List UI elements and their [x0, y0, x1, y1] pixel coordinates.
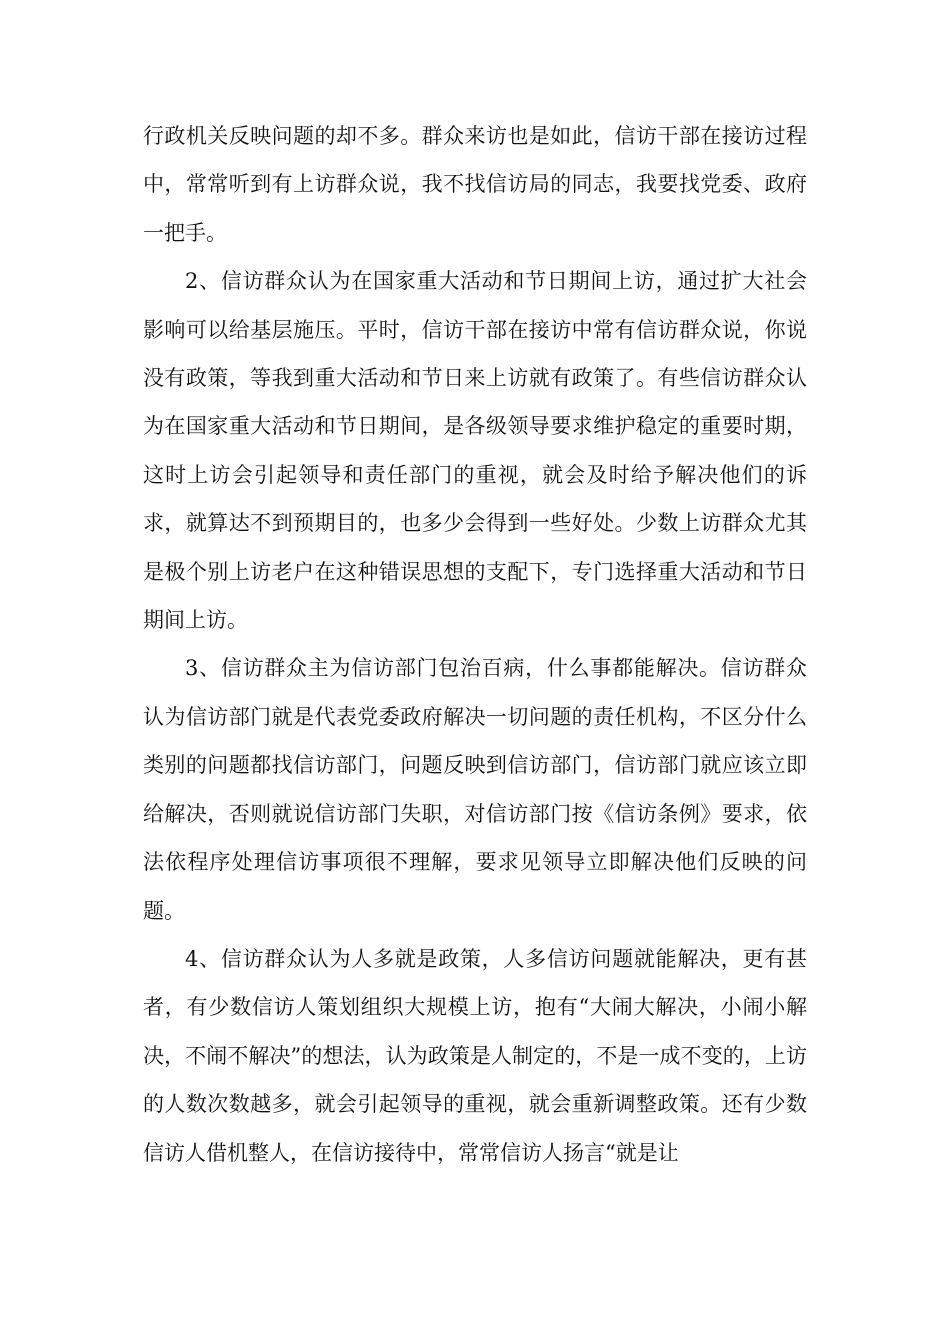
paragraph-item-4: 4、信访群众认为人多就是政策，人多信访问题就能解决，更有甚者，有少数信访人策划组织大规模上访，抱有“大闹大解决，小闹小解决，不闹不解决”的想法，认为政策是人制定的，不是一成不变的，上访的人数次数越多，就会引起领导的重视，就会重新调整政策。还有少数信访人借机整人，在信访接待中，常常信访人扬言“就是让	[143, 946, 807, 1165]
document-body	[143, 112, 807, 1177]
paragraph-item-2: 2、信访群众认为在国家重大活动和节日期间上访，通过扩大社会影响可以给基层施压。平时，信访干部在接访中常有信访群众说，你说没有政策，等我到重大活动和节日来上访就有政策了。有些信访群众认为在国家重大活动和节日期间，是各级领导要求维护稳定的重要时期，这时上访会引起领导和责任部门的重视，就会及时给予解决他们的诉求，就算达不到预期目的，也多少会得到一些好处。少数上访群众尤其是极个别上访老户在这种错误思想的支配下，专门选择重大活动和节日期间上访。	[143, 269, 807, 633]
paragraph-continued: 行政机关反映问题的却不多。群众来访也是如此，信访干部在接访过程中，常常听到有上访群众说，我不找信访局的同志，我要找党委、政府一把手。	[143, 124, 807, 245]
paragraph-item-3: 3、信访群众主为信访部门包治百病，什么事都能解决。信访群众认为信访部门就是代表党委政府解决一切问题的责任机构，不区分什么类别的问题都找信访部门，问题反映到信访部门，信访部门就应该立即给解决，否则就说信访部门失职，对信访部门按《信访条例》要求，依法依程序处理信访事项很不理解，要求见领导立即解决他们反映的问题。	[143, 656, 807, 923]
